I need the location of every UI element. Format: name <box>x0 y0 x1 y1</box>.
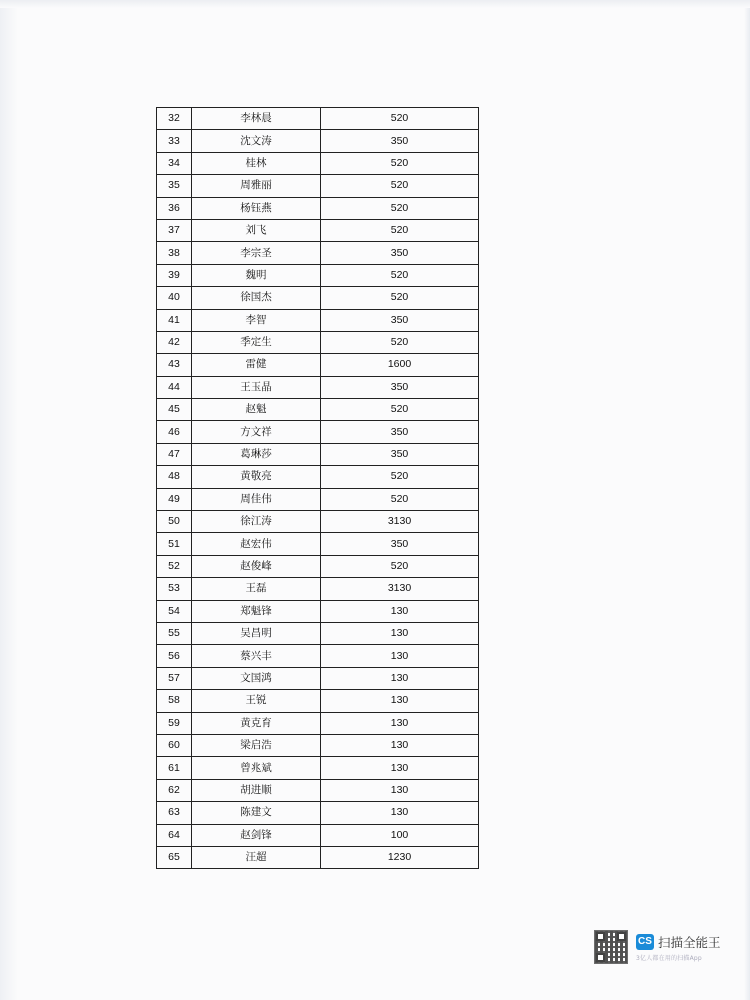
amount-cell: 350 <box>321 421 479 443</box>
row-number-cell: 48 <box>157 466 192 488</box>
amount-cell: 130 <box>321 622 479 644</box>
person-name-cell: 周佳伟 <box>192 488 321 510</box>
row-number-cell: 53 <box>157 578 192 600</box>
person-name-cell: 李宗圣 <box>192 242 321 264</box>
table-row <box>157 600 479 622</box>
person-name-cell: 沈文涛 <box>192 130 321 152</box>
row-number-cell: 49 <box>157 488 192 510</box>
row-number-cell: 47 <box>157 443 192 465</box>
table-row <box>157 443 479 465</box>
person-name-cell: 徐江涛 <box>192 511 321 533</box>
amount-cell: 520 <box>321 219 479 241</box>
person-name-cell: 雷健 <box>192 354 321 376</box>
person-name-cell: 桂林 <box>192 152 321 174</box>
person-name-cell: 曾兆斌 <box>192 757 321 779</box>
person-name-cell: 吴昌明 <box>192 622 321 644</box>
row-number-cell: 58 <box>157 690 192 712</box>
row-number-cell: 44 <box>157 376 192 398</box>
table-row <box>157 712 479 734</box>
row-number-cell: 50 <box>157 511 192 533</box>
row-number-cell: 57 <box>157 667 192 689</box>
table-row <box>157 354 479 376</box>
row-number-cell: 54 <box>157 600 192 622</box>
scan-edge-left <box>0 0 18 1000</box>
table-row <box>157 622 479 644</box>
table-row <box>157 175 479 197</box>
amount-cell: 350 <box>321 309 479 331</box>
row-number-cell: 39 <box>157 264 192 286</box>
person-name-cell: 黄敬亮 <box>192 466 321 488</box>
person-name-cell: 蔡兴丰 <box>192 645 321 667</box>
row-number-cell: 59 <box>157 712 192 734</box>
amount-cell: 520 <box>321 197 479 219</box>
amount-cell: 520 <box>321 287 479 309</box>
person-name-cell: 王磊 <box>192 578 321 600</box>
row-number-cell: 43 <box>157 354 192 376</box>
amount-cell: 130 <box>321 600 479 622</box>
row-number-cell: 61 <box>157 757 192 779</box>
table-row <box>157 488 479 510</box>
person-name-cell: 方文祥 <box>192 421 321 443</box>
row-number-cell: 42 <box>157 331 192 353</box>
row-number-cell: 41 <box>157 309 192 331</box>
person-name-cell: 魏明 <box>192 264 321 286</box>
amount-cell: 520 <box>321 152 479 174</box>
amount-cell: 350 <box>321 443 479 465</box>
row-number-cell: 37 <box>157 219 192 241</box>
amount-cell: 100 <box>321 824 479 846</box>
amount-table-wrapper <box>156 107 478 869</box>
row-number-cell: 35 <box>157 175 192 197</box>
table-row <box>157 779 479 801</box>
table-row <box>157 108 479 130</box>
amount-cell: 350 <box>321 533 479 555</box>
amount-cell: 130 <box>321 757 479 779</box>
qr-code-icon <box>594 930 628 964</box>
amount-table <box>156 107 479 869</box>
table-row <box>157 421 479 443</box>
person-name-cell: 赵魁 <box>192 399 321 421</box>
table-row <box>157 824 479 846</box>
person-name-cell: 季定生 <box>192 331 321 353</box>
row-number-cell: 60 <box>157 734 192 756</box>
table-row <box>157 667 479 689</box>
table-row <box>157 242 479 264</box>
amount-cell: 520 <box>321 488 479 510</box>
amount-cell: 130 <box>321 712 479 734</box>
row-number-cell: 46 <box>157 421 192 443</box>
row-number-cell: 62 <box>157 779 192 801</box>
amount-cell: 130 <box>321 802 479 824</box>
table-row <box>157 152 479 174</box>
amount-cell: 350 <box>321 242 479 264</box>
table-row <box>157 802 479 824</box>
row-number-cell: 45 <box>157 399 192 421</box>
amount-cell: 520 <box>321 175 479 197</box>
amount-cell: 520 <box>321 264 479 286</box>
person-name-cell: 刘飞 <box>192 219 321 241</box>
row-number-cell: 36 <box>157 197 192 219</box>
amount-cell: 520 <box>321 399 479 421</box>
cs-logo-badge: CS <box>636 934 654 950</box>
table-row <box>157 578 479 600</box>
scan-edge-right <box>744 0 750 1000</box>
row-number-cell: 40 <box>157 287 192 309</box>
table-row <box>157 399 479 421</box>
row-number-cell: 32 <box>157 108 192 130</box>
table-row <box>157 734 479 756</box>
amount-cell: 1230 <box>321 846 479 868</box>
table-row <box>157 331 479 353</box>
row-number-cell: 56 <box>157 645 192 667</box>
row-number-cell: 51 <box>157 533 192 555</box>
amount-cell: 520 <box>321 331 479 353</box>
table-row <box>157 219 479 241</box>
row-number-cell: 65 <box>157 846 192 868</box>
person-name-cell: 李智 <box>192 309 321 331</box>
amount-cell: 3130 <box>321 511 479 533</box>
person-name-cell: 郑魁锋 <box>192 600 321 622</box>
person-name-cell: 王玉晶 <box>192 376 321 398</box>
amount-cell: 520 <box>321 466 479 488</box>
amount-table-body <box>157 108 479 869</box>
table-row <box>157 197 479 219</box>
table-row <box>157 533 479 555</box>
amount-cell: 350 <box>321 130 479 152</box>
amount-cell: 130 <box>321 667 479 689</box>
scan-edge-top <box>0 0 750 8</box>
table-row <box>157 757 479 779</box>
person-name-cell: 周雅丽 <box>192 175 321 197</box>
person-name-cell: 葛琳莎 <box>192 443 321 465</box>
table-row <box>157 690 479 712</box>
table-row <box>157 645 479 667</box>
row-number-cell: 63 <box>157 802 192 824</box>
person-name-cell: 胡进顺 <box>192 779 321 801</box>
person-name-cell: 黄克育 <box>192 712 321 734</box>
person-name-cell: 赵宏伟 <box>192 533 321 555</box>
table-row <box>157 511 479 533</box>
person-name-cell: 梁启浩 <box>192 734 321 756</box>
amount-cell: 520 <box>321 555 479 577</box>
row-number-cell: 38 <box>157 242 192 264</box>
row-number-cell: 64 <box>157 824 192 846</box>
person-name-cell: 汪超 <box>192 846 321 868</box>
person-name-cell: 文国鸿 <box>192 667 321 689</box>
brand-tagline: 3亿人都在用的扫描App <box>636 955 702 962</box>
amount-cell: 130 <box>321 645 479 667</box>
amount-cell: 3130 <box>321 578 479 600</box>
person-name-cell: 陈建文 <box>192 802 321 824</box>
table-row <box>157 130 479 152</box>
amount-cell: 1600 <box>321 354 479 376</box>
table-row <box>157 846 479 868</box>
table-row <box>157 376 479 398</box>
person-name-cell: 杨钰燕 <box>192 197 321 219</box>
table-row <box>157 555 479 577</box>
amount-cell: 130 <box>321 734 479 756</box>
table-row <box>157 309 479 331</box>
row-number-cell: 33 <box>157 130 192 152</box>
person-name-cell: 徐国杰 <box>192 287 321 309</box>
person-name-cell: 李林晨 <box>192 108 321 130</box>
table-row <box>157 287 479 309</box>
amount-cell: 350 <box>321 376 479 398</box>
person-name-cell: 赵剑锋 <box>192 824 321 846</box>
amount-cell: 130 <box>321 779 479 801</box>
amount-cell: 130 <box>321 690 479 712</box>
amount-cell: 520 <box>321 108 479 130</box>
camscanner-watermark <box>594 930 734 970</box>
person-name-cell: 赵俊峰 <box>192 555 321 577</box>
table-row <box>157 466 479 488</box>
brand-name: 扫描全能王 <box>658 935 721 950</box>
table-row <box>157 264 479 286</box>
row-number-cell: 52 <box>157 555 192 577</box>
person-name-cell: 王锐 <box>192 690 321 712</box>
row-number-cell: 34 <box>157 152 192 174</box>
row-number-cell: 55 <box>157 622 192 644</box>
